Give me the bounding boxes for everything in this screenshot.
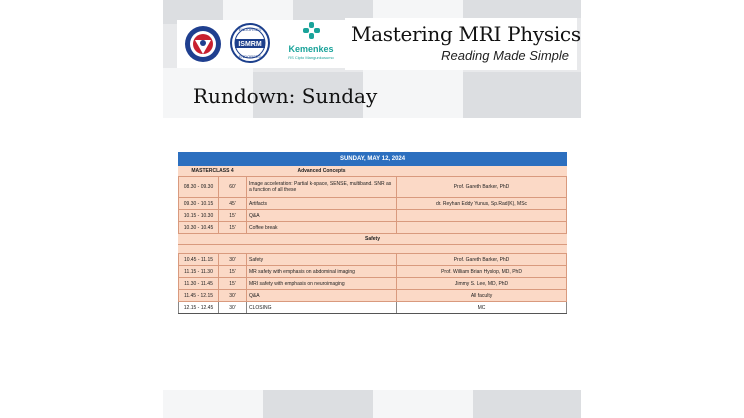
page-title: Mastering MRI Physics [351,22,581,46]
section-title: Rundown: Sunday [193,84,378,108]
session-time: 08.30 - 09.30 [179,177,219,198]
spacer-row [179,245,567,254]
masterclass-label: MASTERCLASS 4 [179,166,247,177]
table-row [179,278,567,290]
session-topic: CLOSING [247,302,397,314]
table-row [179,177,567,198]
session-topic: Coffee break [247,222,397,234]
session-duration: 15' [219,278,247,290]
kemenkes-logo-icon [279,20,343,66]
kemenkes-subtitle: RS Cipto Mangunkusumo [288,55,334,60]
session-duration: 15' [219,266,247,278]
table-row [179,198,567,210]
session-time: 12.15 - 12.45 [179,302,219,314]
session-duration: 15' [219,222,247,234]
session-speaker: Prof. Gareth Barker, PhD [397,254,567,266]
session-duration: 30' [219,290,247,302]
session-speaker: Jimmy S. Lee, MD, PhD [397,278,567,290]
table-row [179,266,567,278]
session-speaker: MC [397,302,567,314]
session-topic: MR safety with emphasis on abdominal imaging [247,266,397,278]
session-time: 10.15 - 10.30 [179,210,219,222]
section-label: Safety [179,234,567,245]
session-speaker: dr. Reyhan Eddy Yunus, Sp.Rad(K), MSc [397,198,567,210]
session-topic: Artifacts [247,198,397,210]
section-row [179,166,567,177]
session-speaker: Prof. Gareth Barker, PhD [397,177,567,198]
session-duration: 30' [219,302,247,314]
session-time: 09.30 - 10.15 [179,198,219,210]
session-topic: Q&A [247,290,397,302]
kemenkes-name: Kemenkes [288,44,334,54]
table-row [179,290,567,302]
ismrm-ring-bottom-text: ENDORSED [238,54,262,59]
session-topic: Q&A [247,210,397,222]
table-header-row [179,153,567,166]
session-speaker: Prof. William Brian Hyslop, MD, PhD [397,266,567,278]
session-topic: Image acceleration: Partial k-space, SENSE, multiband. SNR as a function of all these [247,177,397,198]
session-speaker [397,210,567,222]
session-time: 11.30 - 11.45 [179,278,219,290]
section-label: Advanced Concepts [247,166,397,177]
ismrm-ring-top-text: ENDORSED [238,27,262,32]
session-speaker: All faculty [397,290,567,302]
day-header: SUNDAY, MAY 12, 2024 [179,153,567,166]
session-time: 11.15 - 11.30 [179,266,219,278]
table-row [179,222,567,234]
session-time: 10.45 - 11.15 [179,254,219,266]
section-row [179,234,567,245]
ismrm-badge-text: ISMRM [238,41,262,48]
session-speaker [397,222,567,234]
session-time: 10.30 - 10.45 [179,222,219,234]
table-row [179,210,567,222]
session-duration: 30' [219,254,247,266]
session-topic: Safety [247,254,397,266]
ismrm-endorsed-badge-icon [229,22,271,64]
footer-band [163,390,581,418]
slide [163,0,581,418]
session-time: 11.45 - 12.15 [179,290,219,302]
closing-row [179,302,567,314]
page-subtitle: Reading Made Simple [441,48,569,63]
session-duration: 45' [219,198,247,210]
session-duration: 60' [219,177,247,198]
society-emblem-icon [183,24,223,64]
table-row [179,254,567,266]
schedule-table [178,152,567,314]
session-duration: 15' [219,210,247,222]
session-topic: MRI safety with emphasis on neuroimaging [247,278,397,290]
